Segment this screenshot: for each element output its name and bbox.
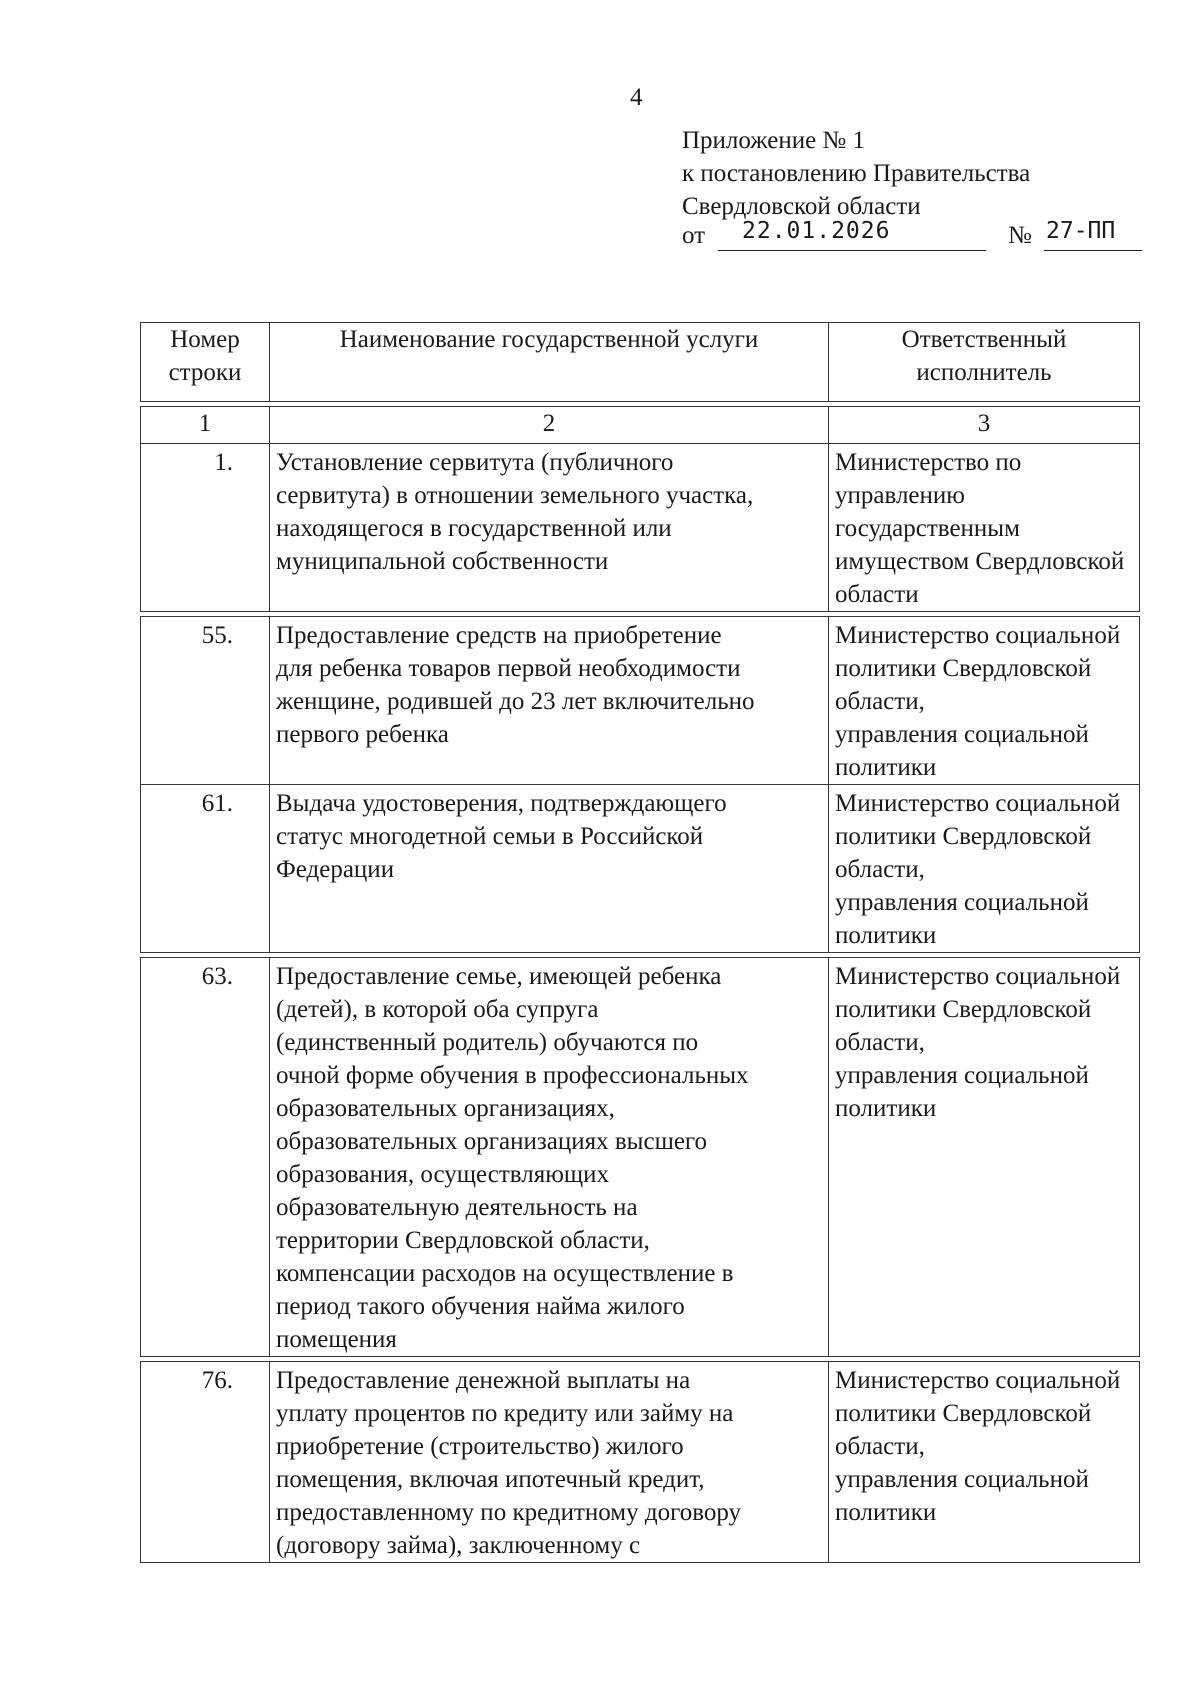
service-name: Предоставление денежной выплаты на уплату процентов по кредиту или займу на приобретение (строительство) жилого помещения, включая ипотечный кредит, предоставленному по кредитному договору (договору займа), заключенному с (270, 1362, 829, 1563)
service-name: Предоставление средств на приобретение для ребенка товаров первой необходимости женщине, родившей до 23 лет включительно первого ребенка (270, 617, 829, 785)
number-underline (1044, 250, 1142, 251)
date-underline (718, 250, 986, 251)
decree-number: 27-ПП (1046, 218, 1116, 244)
header-row-number: Номер строки (141, 323, 270, 402)
column-number: 1 (141, 407, 270, 444)
executor: Министерство по управлению государственным имуществом Свердловской области (829, 444, 1140, 612)
service-name: Предоставление семье, имеющей ребенка (детей), в которой оба супруга (единственный родитель) обучаются по очной форме обучения в профессиональных образовательных организациях, образовательных организациях высшего образования, осуществляющих образовательную деятельность на территории Свердловской области, компенсации расходов на осуществление в период такого обучения найма жилого помещения (270, 958, 829, 1357)
table-header-row (141, 323, 1140, 402)
executor: Министерство социальной политики Свердловской области, управления социальной политики (829, 785, 1140, 953)
table-row (141, 958, 1140, 1357)
decree-date: 22.01.2026 (742, 218, 891, 244)
column-number-row (141, 407, 1140, 444)
column-number: 3 (829, 407, 1140, 444)
services-table (140, 322, 1140, 1563)
row-number: 61. (141, 785, 270, 953)
date-label: от (682, 222, 706, 249)
service-name: Установление сервитута (публичного сервитута) в отношении земельного участка, находящегося в государственной или муниципальной собственности (270, 444, 829, 612)
row-number: 76. (141, 1362, 270, 1563)
decree-date-line (682, 218, 1162, 254)
column-number: 2 (270, 407, 829, 444)
table-row (141, 444, 1140, 612)
table-row (141, 785, 1140, 953)
table-row (141, 617, 1140, 785)
row-number: 55. (141, 617, 270, 785)
appendix-region: Свердловской области (682, 193, 921, 220)
page-number: 4 (630, 84, 643, 111)
table-row (141, 1362, 1140, 1563)
executor: Министерство социальной политики Свердловской области, управления социальной политики (829, 617, 1140, 785)
appendix-title: Приложение № 1 (682, 127, 866, 154)
row-number: 63. (141, 958, 270, 1357)
number-label: № (1008, 222, 1032, 249)
appendix-header (682, 124, 1030, 223)
service-name: Выдача удостоверения, подтверждающего статус многодетной семьи в Российской Федерации (270, 785, 829, 953)
row-number: 1. (141, 444, 270, 612)
executor: Министерство социальной политики Свердловской области, управления социальной политики (829, 958, 1140, 1357)
executor: Министерство социальной политики Свердловской области, управления социальной политики (829, 1362, 1140, 1563)
appendix-reference: к постановлению Правительства (682, 160, 1031, 187)
header-executor: Ответственный исполнитель (829, 323, 1140, 402)
header-service-name: Наименование государственной услуги (270, 323, 829, 402)
